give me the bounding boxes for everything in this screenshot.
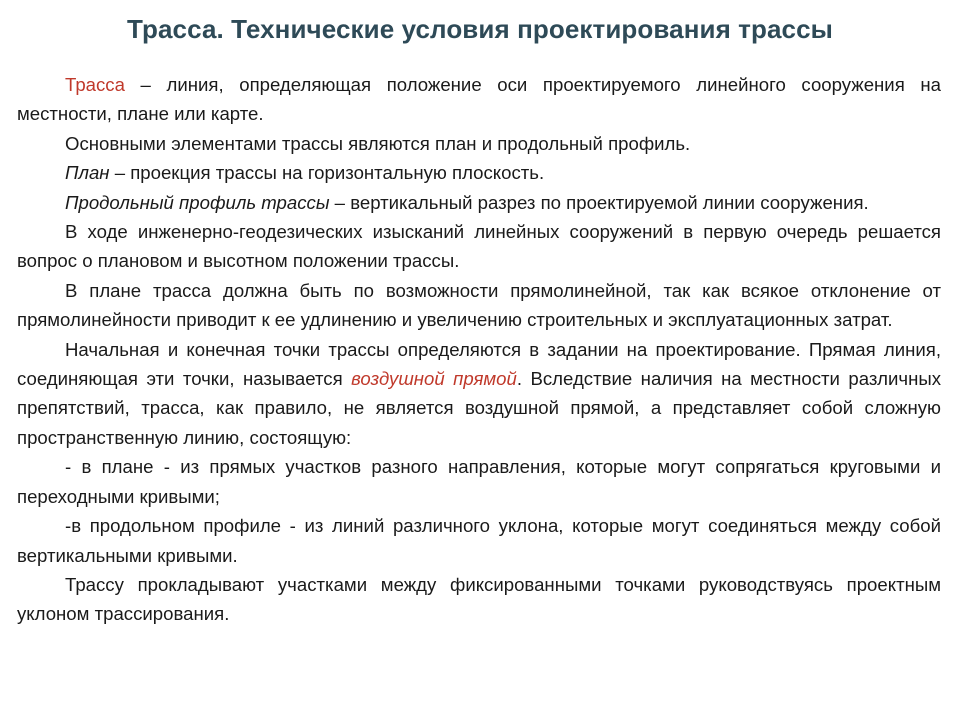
start-end-text-after: . Вследствие наличия на местности различных препятствий, трасса, как правило, не является воздушной прямой, а представляет собой сложную пространственную линию, состоящую: [17, 368, 942, 448]
in-profile-text: -в продольном профиле - из линий различного уклона, которые могут соединяться между собой вертикальными кривыми. [17, 515, 941, 566]
paragraph-laying-trace [17, 570, 941, 629]
paragraph-main-elements [17, 129, 941, 158]
slide-title: Трасса. Технические условия проектирования трассы [127, 14, 833, 44]
paragraph-start-end-points [17, 335, 941, 453]
paragraph-definition-profile [17, 188, 941, 217]
paragraph-definition-trace [17, 70, 941, 129]
surveys-text: В ходе инженерно-геодезических изысканий линейных сооружений в первую очередь решается вопрос о плановом и высотном положении трассы. [17, 221, 941, 272]
main-elements-text: Основными элементами трассы являются план и продольный профиль. [65, 132, 691, 154]
term-longitudinal-profile: Продольный профиль трассы [65, 191, 330, 213]
laying-trace-text: Трассу прокладывают участками между фиксированными точками руководствуясь проектным уклоном трассирования. [17, 573, 941, 625]
term-air-line: воздушной прямой [351, 368, 517, 390]
straightness-text: В плане трасса должна быть по возможности прямолинейной, так как всякое отклонение от прямолинейности приводит к ее удлинению и увеличению строительных и эксплуатационных затрат. [17, 279, 941, 331]
paragraph-straightness [17, 276, 941, 335]
in-plan-text: - в плане - из прямых участков разного направления, которые могут сопрягаться круговыми и переходными кривыми; [17, 456, 941, 507]
definition-profile-text: – вертикальный разрез по проектируемой линии сооружения. [329, 191, 869, 213]
paragraph-surveys [17, 217, 941, 276]
definition-trace-text: – линия, определяющая положение оси проектируемого линейного сооружения на местности, плане или карте. [17, 74, 941, 125]
list-item-in-profile [17, 511, 941, 570]
slide-body [17, 70, 941, 629]
definition-plan-text: – проекция трассы на горизонтальную плоскость. [109, 162, 545, 184]
term-trace: Трасса [65, 74, 125, 95]
term-plan: План [65, 162, 110, 184]
list-item-in-plan [17, 452, 941, 511]
paragraph-definition-plan [17, 158, 941, 187]
start-end-text-before: Начальная и конечная точки трассы определяются в задании на проектирование. Прямая линия, соединяющая эти точки, называется [17, 338, 941, 390]
